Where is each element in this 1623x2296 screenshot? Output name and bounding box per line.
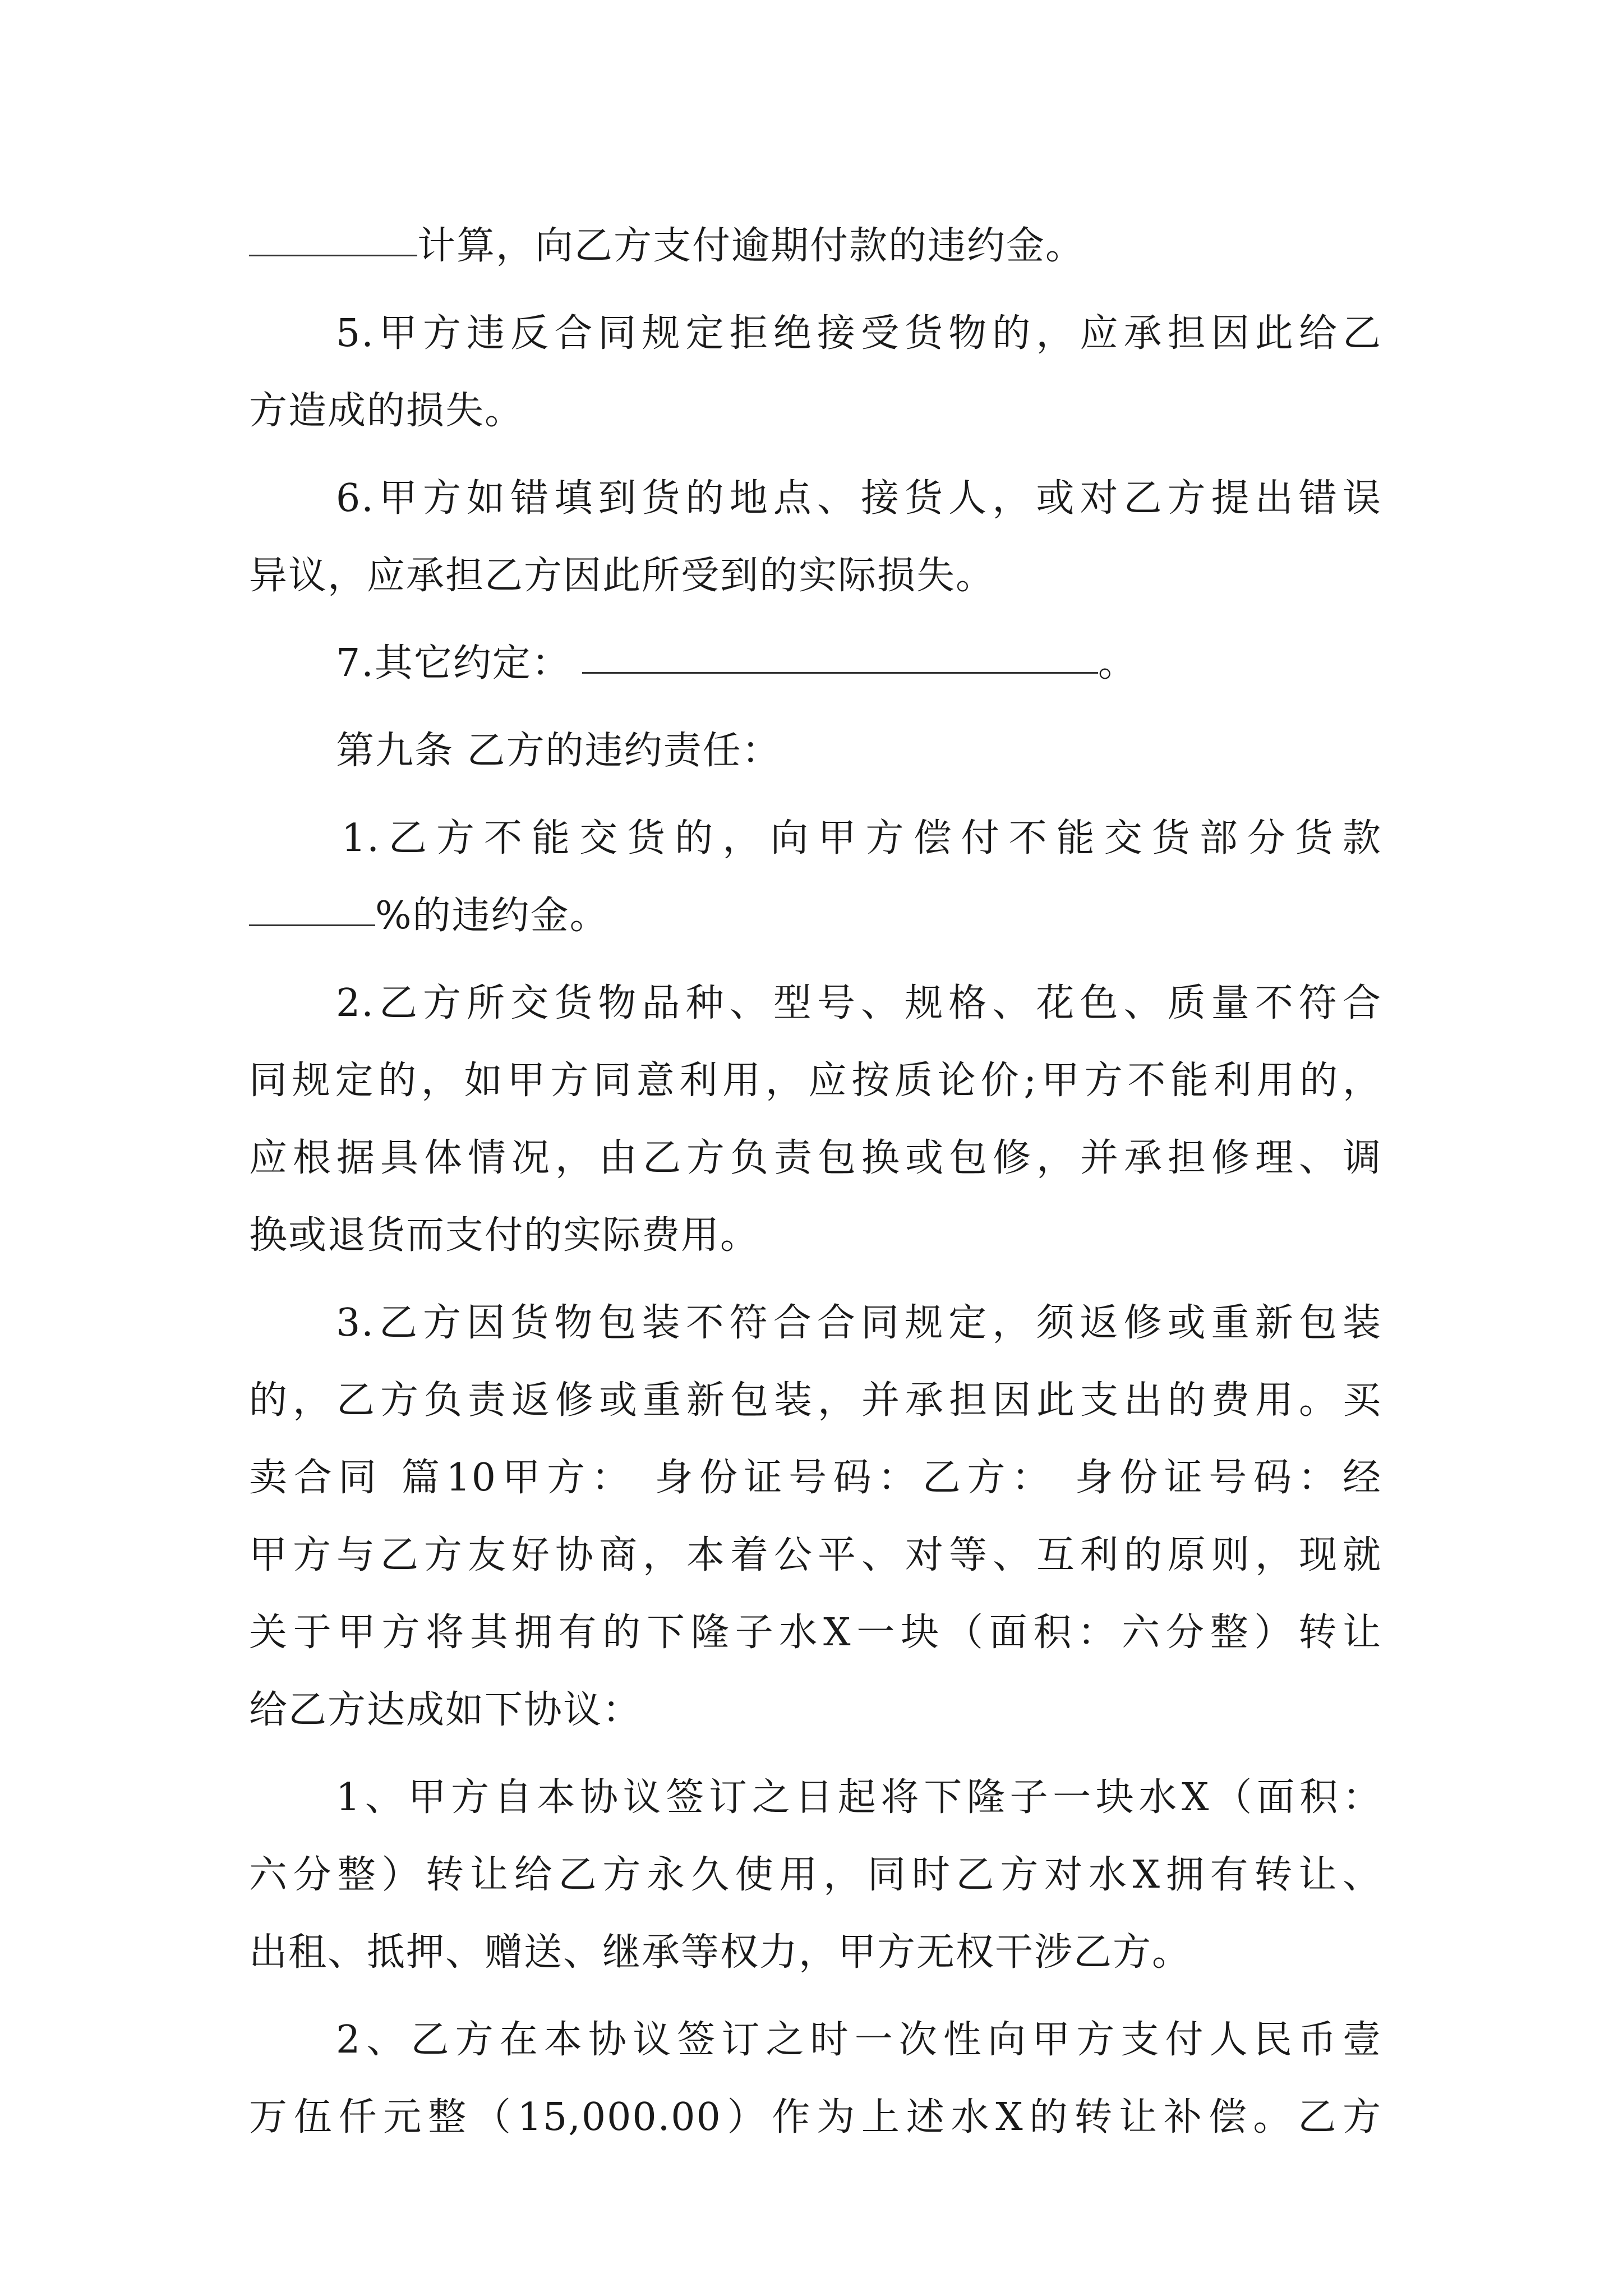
text-line bbox=[249, 625, 1382, 702]
text-line: 3.乙方因货物包装不符合合同规定，须返修或重新包装 bbox=[336, 1301, 1382, 1345]
text-line: 同规定的，如甲方同意利用，应按质论价;甲方不能利用的， bbox=[249, 1059, 1382, 1103]
text-line: 2、乙方在本协议签订之时一次性向甲方支付人民币壹 bbox=[336, 2018, 1382, 2062]
fill-in-blank bbox=[582, 634, 1098, 674]
section-heading: 第九条 乙方的违约责任： bbox=[336, 729, 781, 773]
text-line: 出租、抵押、赠送、继承等权力，甲方无权干涉乙方。 bbox=[249, 1930, 1192, 1975]
text-line: 5.甲方违反合同规定拒绝接受货物的，应承担因此给乙 bbox=[336, 311, 1382, 356]
text-line: 甲方与乙方友好协商，本着公平、对等、互利的原则，现就 bbox=[249, 1533, 1382, 1577]
line-text: %的违约金。 bbox=[375, 894, 609, 938]
text-line: 的，乙方负责返修或重新包装，并承担因此支出的费用。买 bbox=[249, 1378, 1382, 1423]
text-line: 异议，应承担乙方因此所受到的实际损失。 bbox=[249, 554, 995, 598]
text-line: 6.甲方如错填到货的地点、接货人，或对乙方提出错误 bbox=[336, 476, 1382, 521]
text-line: 应根据具体情况，由乙方负责包换或包修，并承担修理、调 bbox=[249, 1136, 1382, 1180]
text-line: 1、甲方自本协议签订之日起将下隆子一块水X（面积： bbox=[336, 1775, 1382, 1820]
text-line: 卖合同 篇10甲方： 身份证号码：乙方： 身份证号码：经 bbox=[249, 1456, 1382, 1500]
text-line: 六分整）转让给乙方永久使用，同时乙方对水X拥有转让、 bbox=[249, 1853, 1382, 1897]
text-line: 关于甲方将其拥有的下隆子水X一块（面积：六分整）转让 bbox=[249, 1611, 1382, 1655]
line-text: 计算，向乙方支付逾期付款的违约金。 bbox=[417, 224, 1085, 268]
document-page bbox=[249, 208, 1382, 2156]
text-line: 1.乙方不能交货的，向甲方偿付不能交货部分货款 bbox=[342, 816, 1382, 861]
line-text: 。 bbox=[1098, 641, 1137, 685]
text-line: 换或退货而支付的实际费用。 bbox=[249, 1213, 760, 1258]
fill-in-blank bbox=[249, 886, 375, 926]
line-text: 7.其它约定： bbox=[336, 641, 571, 685]
text-line: 方造成的损失。 bbox=[249, 389, 524, 433]
text-line: 给乙方达成如下协议： bbox=[249, 1688, 642, 1732]
fill-in-blank bbox=[249, 217, 417, 256]
text-line: 万伍仟元整（15,000.00）作为上述水X的转让补偿。乙方 bbox=[249, 2095, 1382, 2139]
text-line: 2.乙方所交货物品种、型号、规格、花色、质量不符合 bbox=[336, 981, 1382, 1025]
text-line bbox=[249, 208, 1382, 285]
text-line bbox=[249, 877, 1382, 955]
